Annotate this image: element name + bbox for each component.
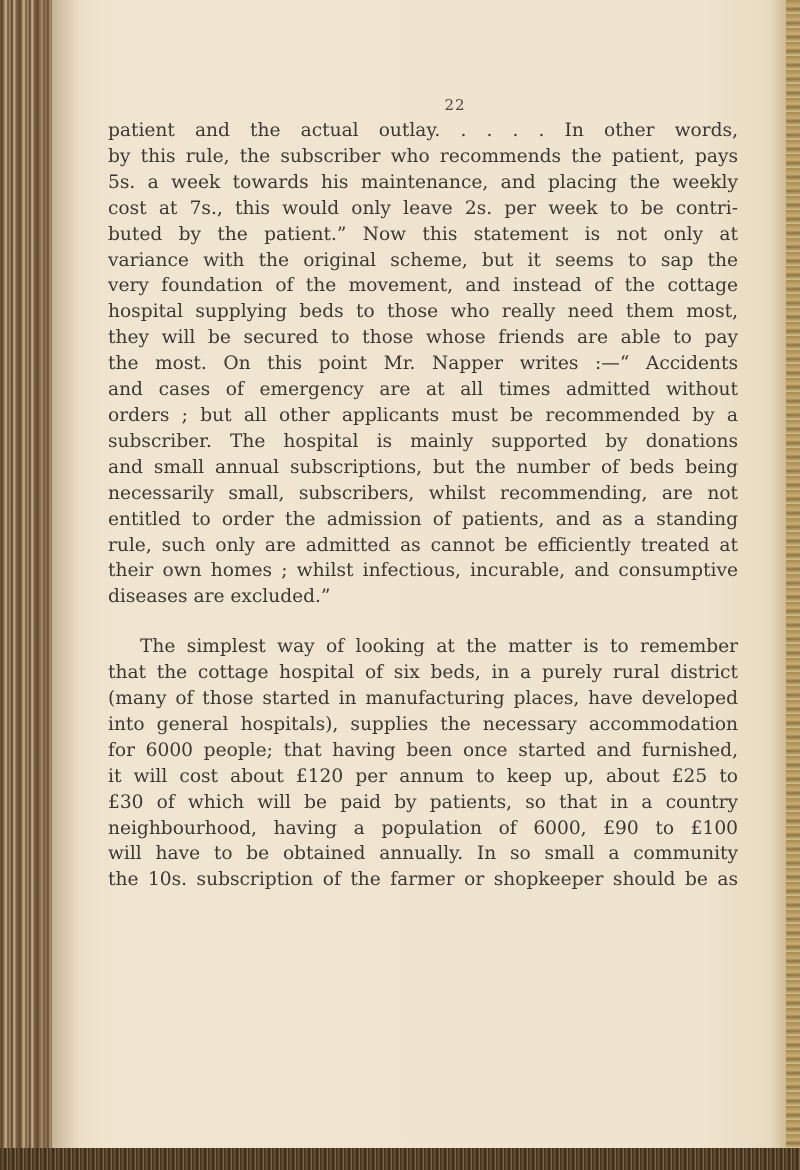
- text-line: The simplest way of looking at the matter is to remember: [140, 636, 738, 658]
- paragraph-1: [108, 118, 738, 610]
- text-line: entitled to order the admission of patients, and as a standing: [108, 508, 738, 530]
- text-line-italic: their own homes ; whilst infectious, incurable, and consumptive: [108, 560, 738, 582]
- text-line: orders ; but all other applicants must be recommended by a: [108, 404, 738, 426]
- text-line: necessarily small, subscribers, whilst recommending, are not: [108, 482, 738, 504]
- text-line: diseases are excluded.”: [108, 586, 331, 608]
- text-line: variance with the original scheme, but it seems to sap the: [108, 249, 738, 271]
- text-line: it will cost about £120 per annum to keep up, about £25 to: [108, 765, 738, 787]
- text-line: the most. On this point Mr. Napper writes :—“ Accidents: [108, 353, 738, 375]
- text-line: and cases of emergency are at all times admitted without: [108, 379, 738, 401]
- text-line: cost at 7s., this would only leave 2s. per week to be contri-: [108, 197, 738, 219]
- text-line-italic: rule, such only are admitted as cannot be efficiently treated at: [108, 534, 738, 556]
- text-line: 5s. a week towards his maintenance, and placing the weekly: [108, 171, 738, 193]
- text-line: neighbourhood, having a population of 6000, £90 to £100: [108, 817, 738, 839]
- text-line: by this rule, the subscriber who recommends the patient, pays: [108, 145, 738, 167]
- paragraph-2: [108, 634, 738, 893]
- text-line: the 10s. subscription of the farmer or shopkeeper should be as: [108, 869, 738, 891]
- text-line: subscriber. The hospital is mainly supported by donations: [108, 430, 738, 452]
- text-line: very foundation of the movement, and instead of the cottage: [108, 275, 738, 297]
- text-line: they will be secured to those whose friends are able to pay: [108, 327, 738, 349]
- text-line: hospital supplying beds to those who really need them most,: [108, 301, 738, 323]
- paragraph-gap: [108, 610, 738, 634]
- text-line: for 6000 people; that having been once started and furnished,: [108, 739, 738, 761]
- text-line: (many of those started in manufacturing places, have developed: [108, 688, 738, 710]
- text-line: patient and the actual outlay. . . . . In other words,: [108, 120, 738, 141]
- text-line: buted by the patient.” Now this statement is not only at: [108, 223, 738, 245]
- body-text: [108, 118, 738, 893]
- page-edge-right: [786, 0, 800, 1170]
- gutter-shadow: [40, 0, 80, 1170]
- text-line: into general hospitals), supplies the necessary accommodation: [108, 713, 738, 735]
- text-line: that the cottage hospital of six beds, in a purely rural district: [108, 662, 738, 684]
- text-line: £30 of which will be paid by patients, so that in a country: [108, 791, 738, 813]
- text-line: and small annual subscriptions, but the number of beds being: [108, 456, 738, 478]
- page-edge-bottom: [0, 1148, 800, 1170]
- text-line: will have to be obtained annually. In so small a community: [108, 843, 738, 865]
- page-number: 22: [444, 96, 466, 114]
